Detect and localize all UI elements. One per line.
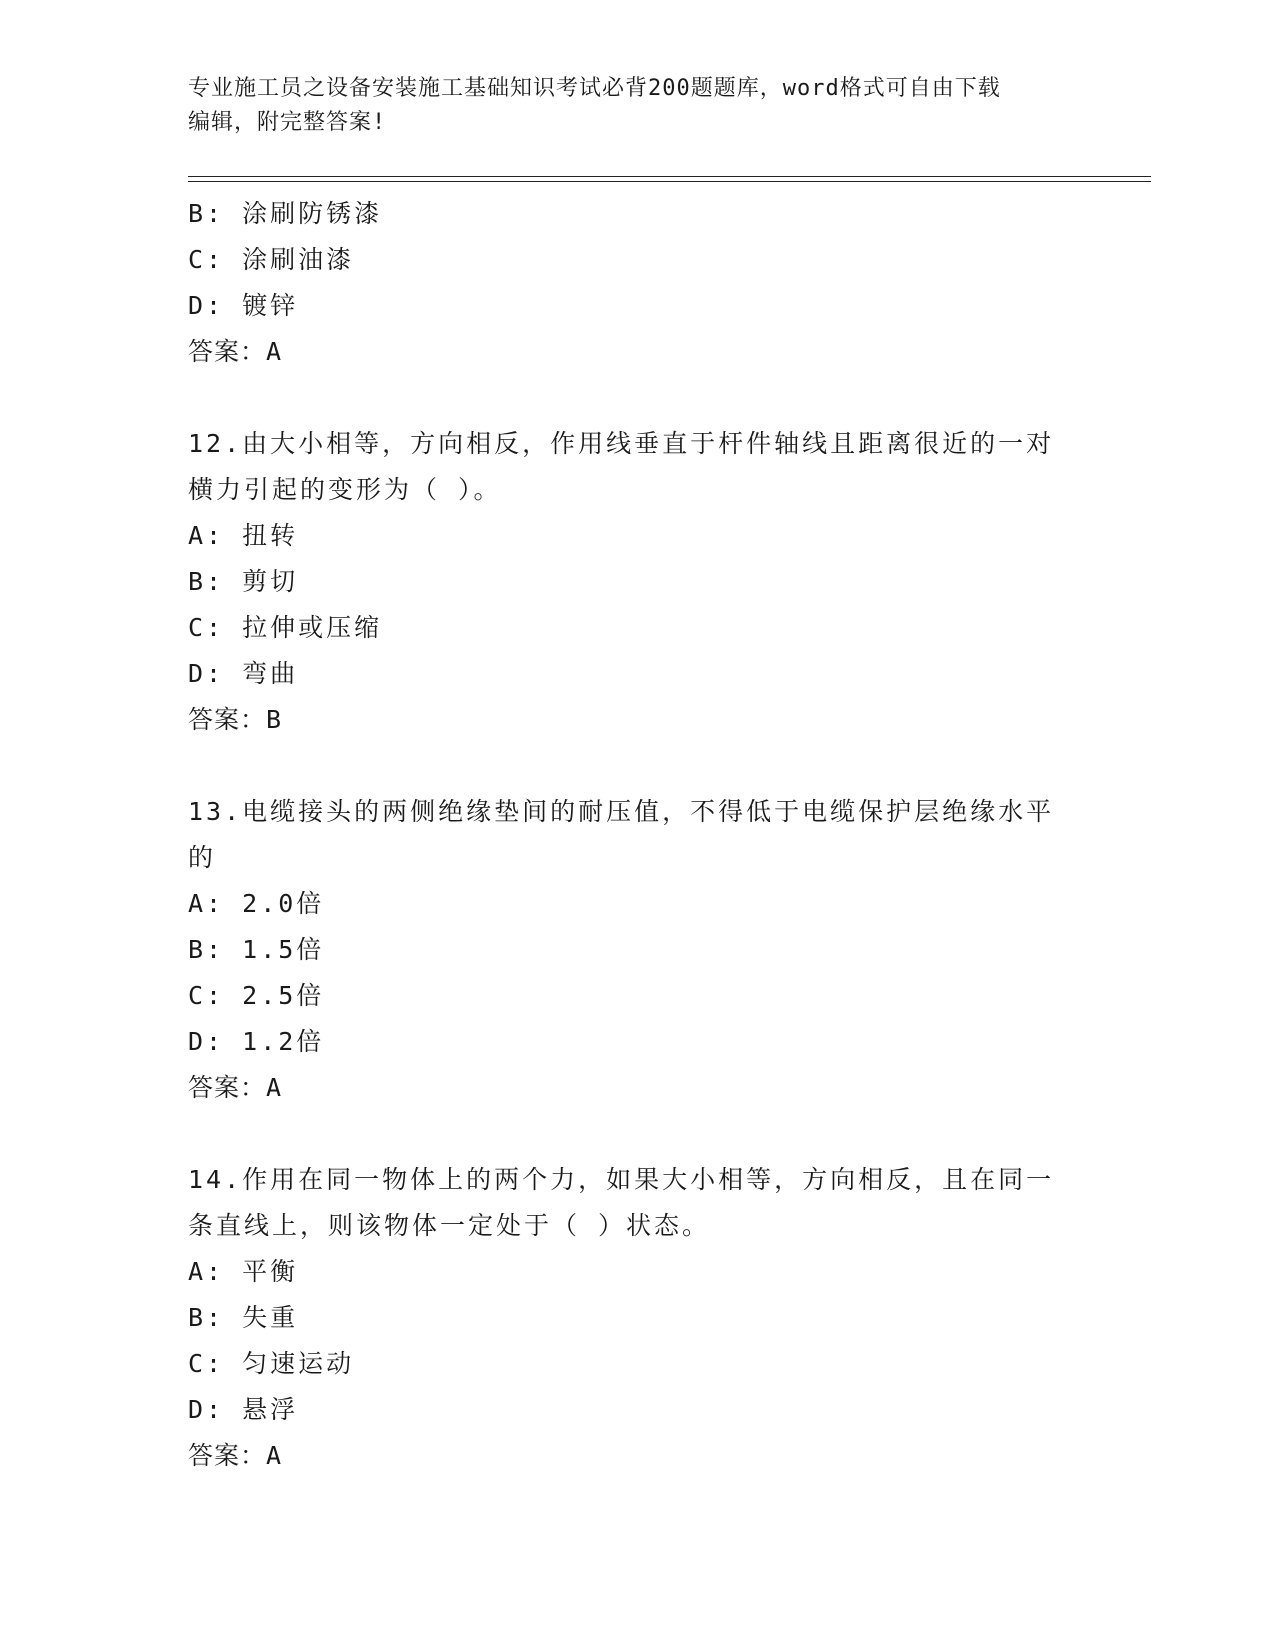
answer: 答案：A bbox=[188, 1073, 283, 1102]
option-a: A: 2.0倍 bbox=[188, 889, 325, 918]
question-text-line-2: 条直线上，则该物体一定处于（ ）状态。 bbox=[188, 1211, 711, 1240]
question-14 bbox=[188, 1157, 1088, 1479]
option-d: D: 1.2倍 bbox=[188, 1027, 325, 1056]
option-d: D: 悬浮 bbox=[188, 1395, 299, 1424]
answer: 答案：B bbox=[188, 705, 283, 734]
option-d: D: 镀锌 bbox=[188, 291, 299, 320]
header-line-2: 编辑，附完整答案! bbox=[188, 110, 387, 135]
option-a: A: 平衡 bbox=[188, 1257, 299, 1286]
header-divider-top bbox=[188, 176, 1151, 177]
option-a: A: 扭转 bbox=[188, 521, 299, 550]
question-12 bbox=[188, 421, 1088, 743]
option-b: B: 剪切 bbox=[188, 567, 299, 596]
option-d: D: 弯曲 bbox=[188, 659, 299, 688]
question-text-line-1: 13.电缆接头的两侧绝缘垫间的耐压值，不得低于电缆保护层绝缘水平 bbox=[188, 797, 1055, 826]
page-header bbox=[188, 72, 1088, 140]
answer: 答案：A bbox=[188, 1441, 283, 1470]
option-b: B: 涂刷防锈漆 bbox=[188, 199, 383, 228]
question-13 bbox=[188, 789, 1088, 1111]
question-text-line-1: 14.作用在同一物体上的两个力，如果大小相等，方向相反，且在同一 bbox=[188, 1165, 1055, 1194]
option-c: C: 匀速运动 bbox=[188, 1349, 355, 1378]
answer: 答案：A bbox=[188, 337, 283, 366]
option-b: B: 失重 bbox=[188, 1303, 299, 1332]
option-c: C: 拉伸或压缩 bbox=[188, 613, 383, 642]
option-c: C: 2.5倍 bbox=[188, 981, 325, 1010]
option-b: B: 1.5倍 bbox=[188, 935, 325, 964]
previous-question-remainder bbox=[188, 191, 1088, 375]
option-c: C: 涂刷油漆 bbox=[188, 245, 355, 274]
question-text-line-1: 12.由大小相等，方向相反，作用线垂直于杆件轴线且距离很近的一对 bbox=[188, 429, 1055, 458]
question-text-line-2: 的 bbox=[188, 843, 217, 872]
question-text-line-2: 横力引起的变形为（ ）。 bbox=[188, 475, 502, 504]
header-line-1: 专业施工员之设备安装施工基础知识考试必背200题题库，word格式可自由下载 bbox=[188, 76, 1001, 101]
header-divider-bottom bbox=[188, 181, 1151, 182]
question-list bbox=[188, 191, 1088, 1479]
